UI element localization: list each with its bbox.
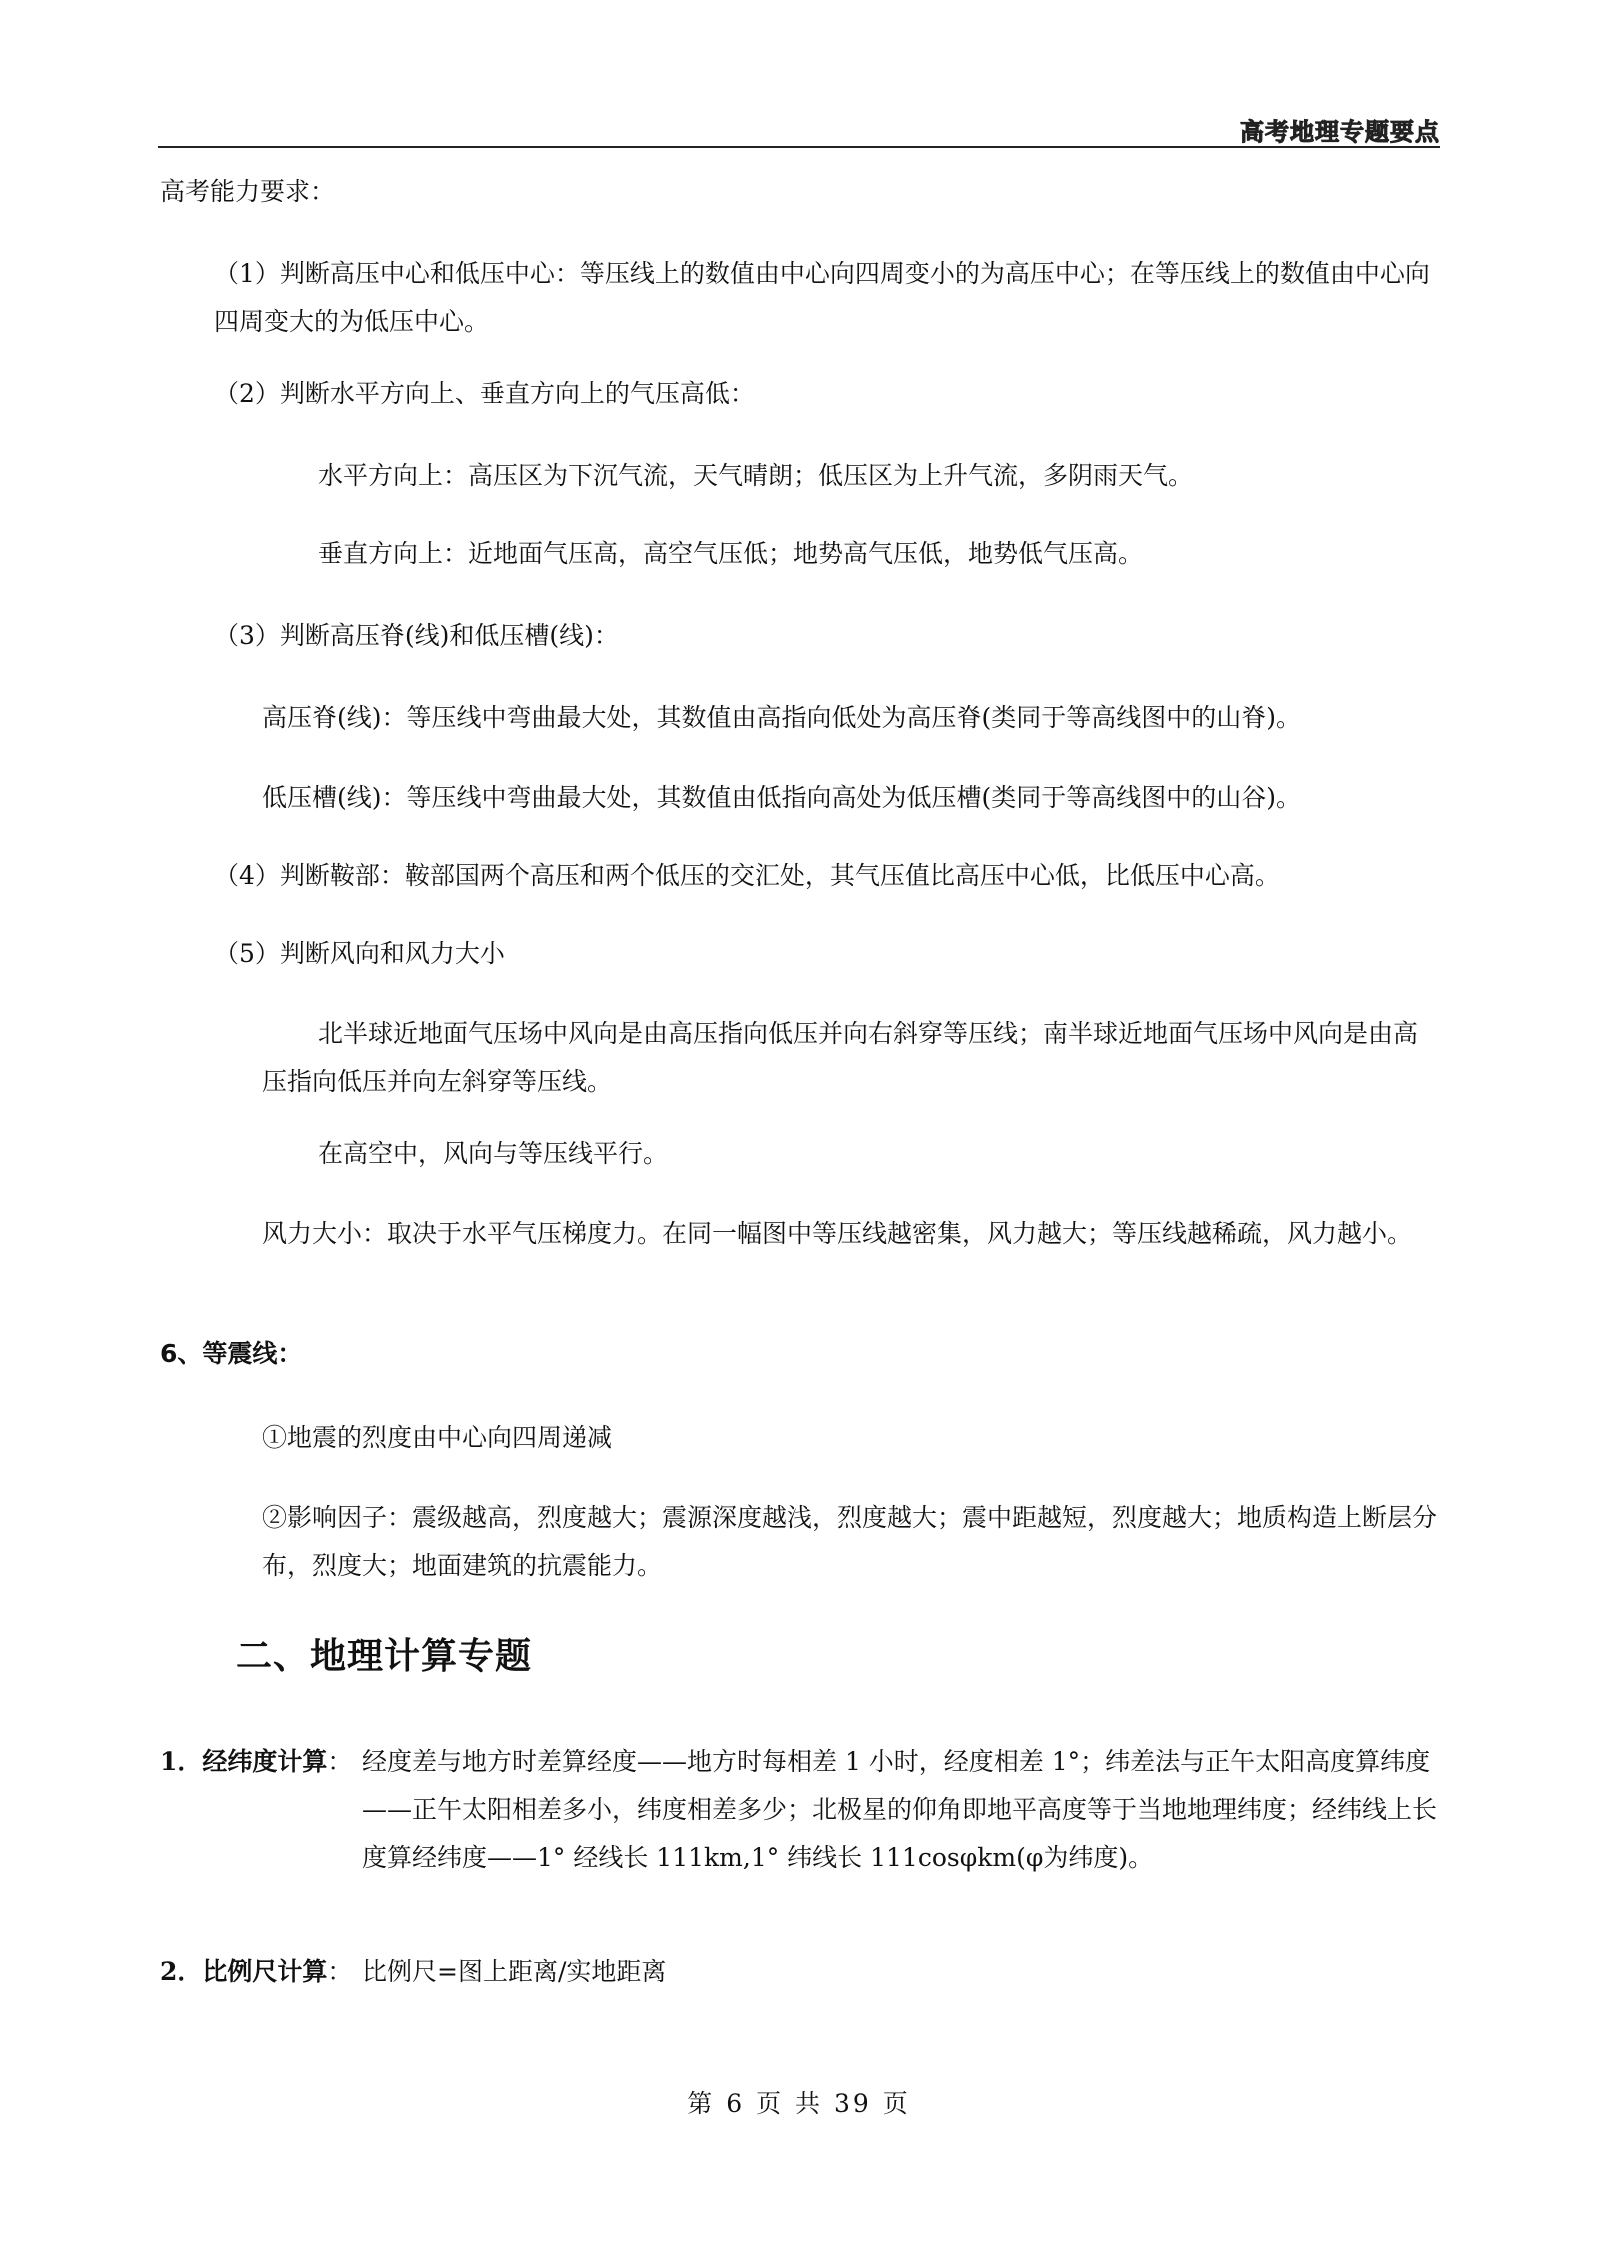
calc-item-colon: ：	[327, 1747, 353, 1776]
paragraph-5c: 风力大小：取决于水平气压梯度力。在同一幅图中等压线越密集，风力越大；等压线越稀疏，风力越小。	[262, 1219, 1413, 1248]
paragraph-3b: 低压槽(线)：等压线中弯曲最大处，其数值由低指向高处为低压槽(类同于等高线图中的山谷)。	[262, 783, 1302, 812]
calc-item-label	[160, 1948, 352, 1996]
paragraph-5: （5）判断风向和风力大小	[214, 939, 505, 968]
paragraph-1: （1）判断高压中心和低压中心：等压线上的数值由中心向四周变小的为高压中心；在等压线上的数值由中心向四周变大的为低压中心。	[214, 259, 1430, 336]
calc-item-number: 2．	[160, 1957, 203, 1986]
paragraph-2a: 水平方向上：高压区为下沉气流，天气晴朗；低压区为上升气流，多阴雨天气。	[318, 461, 1194, 490]
header-title: 高考地理专题要点	[1240, 118, 1440, 146]
calc-item-name: 经纬度计算	[202, 1747, 328, 1776]
calc-item-body: 比例尺=图上距离/实地距离	[362, 1957, 667, 1986]
calc-item-name: 比例尺计算	[202, 1957, 328, 1986]
header-rule	[158, 146, 1440, 148]
paragraph-2b: 垂直方向上：近地面气压高，高空气压低；地势高气压低，地势低气压高。	[318, 539, 1144, 568]
paragraph-5b: 在高空中，风向与等压线平行。	[318, 1139, 669, 1168]
section-2-heading: 二、地理计算专题	[236, 1636, 533, 1677]
paragraph-3: （3）判断高压脊(线)和低压槽(线)：	[214, 621, 619, 650]
ability-title: 高考能力要求：	[160, 177, 336, 206]
calc-item-body: 经度差与地方时差算经度——地方时每相差 1 小时，经度相差 1°；纬差法与正午太阳高度算纬度——正午太阳相差多小，纬度相差多少；北极星的仰角即地平高度等于当地地理纬度；经纬线上长度算经纬度——1° 经线长 111km,1° 纬线长 111cosφkm(φ为纬度)。	[362, 1747, 1438, 1872]
calc-item-colon: ：	[327, 1957, 353, 1986]
calc-item-number: 1．	[160, 1747, 203, 1776]
paragraph-3a: 高压脊(线)：等压线中弯曲最大处，其数值由高指向低处为高压脊(类同于等高线图中的山脊)。	[262, 703, 1302, 732]
paragraph-5a: 北半球近地面气压场中风向是由高压指向低压并向右斜穿等压线；南半球近地面气压场中风向是由高压指向低压并向左斜穿等压线。	[262, 1019, 1419, 1096]
section-6b: ②影响因子：震级越高，烈度越大；震源深度越浅，烈度越大；震中距越短，烈度越大；地质构造上断层分布，烈度大；地面建筑的抗震能力。	[262, 1503, 1438, 1580]
section-6-title: 6、等震线：	[160, 1339, 303, 1368]
page-number: 第 6 页 共 39 页	[687, 2089, 911, 2118]
section-6a: ①地震的烈度由中心向四周递减	[262, 1423, 613, 1452]
paragraph-4: （4）判断鞍部：鞍部国两个高压和两个低压的交汇处，其气压值比高压中心低，比低压中心高。	[214, 861, 1280, 890]
calc-item-label	[160, 1738, 352, 1786]
paragraph-2: （2）判断水平方向上、垂直方向上的气压高低：	[214, 379, 755, 408]
